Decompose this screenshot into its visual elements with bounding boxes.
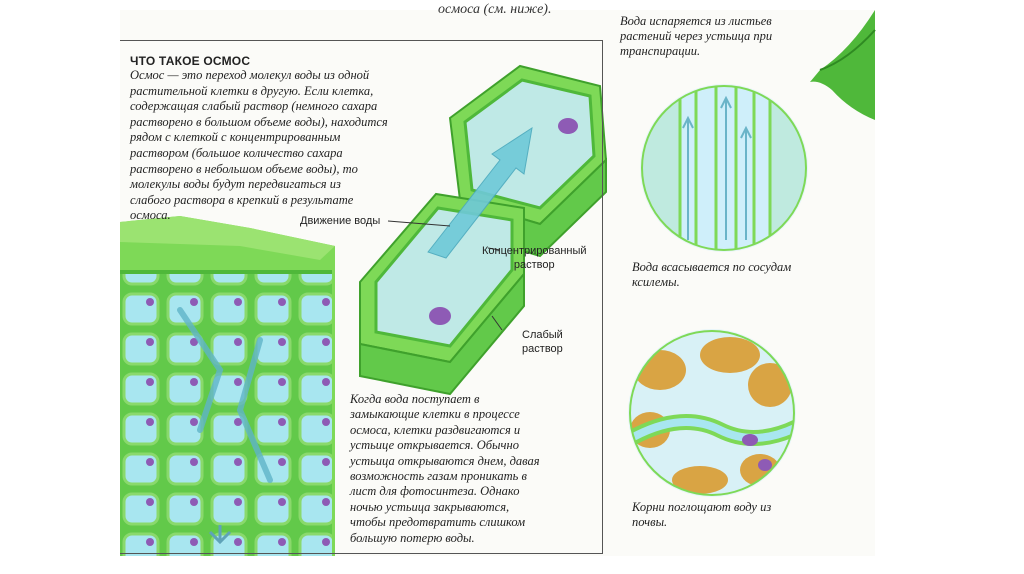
stomata-line: возможность газам проникать в [350, 469, 527, 484]
osmosis-line: Осмос — это переход молекул воды из одной [130, 68, 370, 82]
osmosis-title: ЧТО ТАКОЕ ОСМОС [130, 54, 251, 68]
stomata-line: ночью устьица закрываются, [350, 499, 510, 514]
osmosis-line: слабого раствора в крепкий в результате [130, 192, 354, 207]
osmosis-line: осмоса. [130, 208, 171, 223]
osmosis-line: содержащая слабый раствор (немного сахара [130, 99, 378, 114]
concentrated-solution-label: Концентрированный раствор [482, 245, 587, 271]
osmosis-line: рядом с клеткой с концентрированным [130, 130, 341, 145]
xylem-caption: Вода всасывается по сосудам ксилемы. [632, 260, 792, 289]
osmosis-line: раствором (большое количество сахара [130, 145, 343, 160]
stomata-line: чтобы предотвратить слишком [350, 515, 526, 530]
osmosis-line: молекулы воды будут передвигаться из [130, 177, 341, 192]
stomata-line: большую потерю воды. [350, 530, 475, 545]
osmosis-line: растворено в небольшом объеме воды), то [130, 161, 358, 176]
osmosis-line: растворено в большом объеме воды), находится [130, 114, 388, 129]
osmosis-line: растительной клетки в другую. Если клетка, [130, 83, 374, 98]
weak-solution-label: Слабый раствор [522, 329, 563, 355]
leaf-illustration [810, 10, 875, 120]
water-movement-label: Движение воды [300, 215, 381, 227]
stomata-line: лист для фотосинтеза. Однако [350, 484, 520, 499]
osmosis-paragraph [130, 68, 430, 224]
stomata-line: осмоса, клетки раздвигаются и [350, 422, 521, 437]
stomata-line: Когда вода поступает в [350, 392, 480, 406]
root-circle [628, 329, 810, 499]
stomata-line: устьице открывается. Обычно [350, 438, 519, 453]
stomata-line: устьица открываются днем, давая [350, 453, 540, 468]
top-cut-text: осмоса (см. ниже). [438, 2, 552, 17]
stomata-paragraph [350, 392, 590, 546]
stomata-line: замыкающие клетки в процессе [350, 407, 520, 422]
textbook-page [120, 2, 875, 556]
transpiration-caption: Вода испаряется из листьев растений через устьица при транспирации. [620, 14, 773, 58]
xylem-circle [640, 80, 810, 260]
roots-caption: Корни поглощают воду из почвы. [632, 500, 772, 529]
